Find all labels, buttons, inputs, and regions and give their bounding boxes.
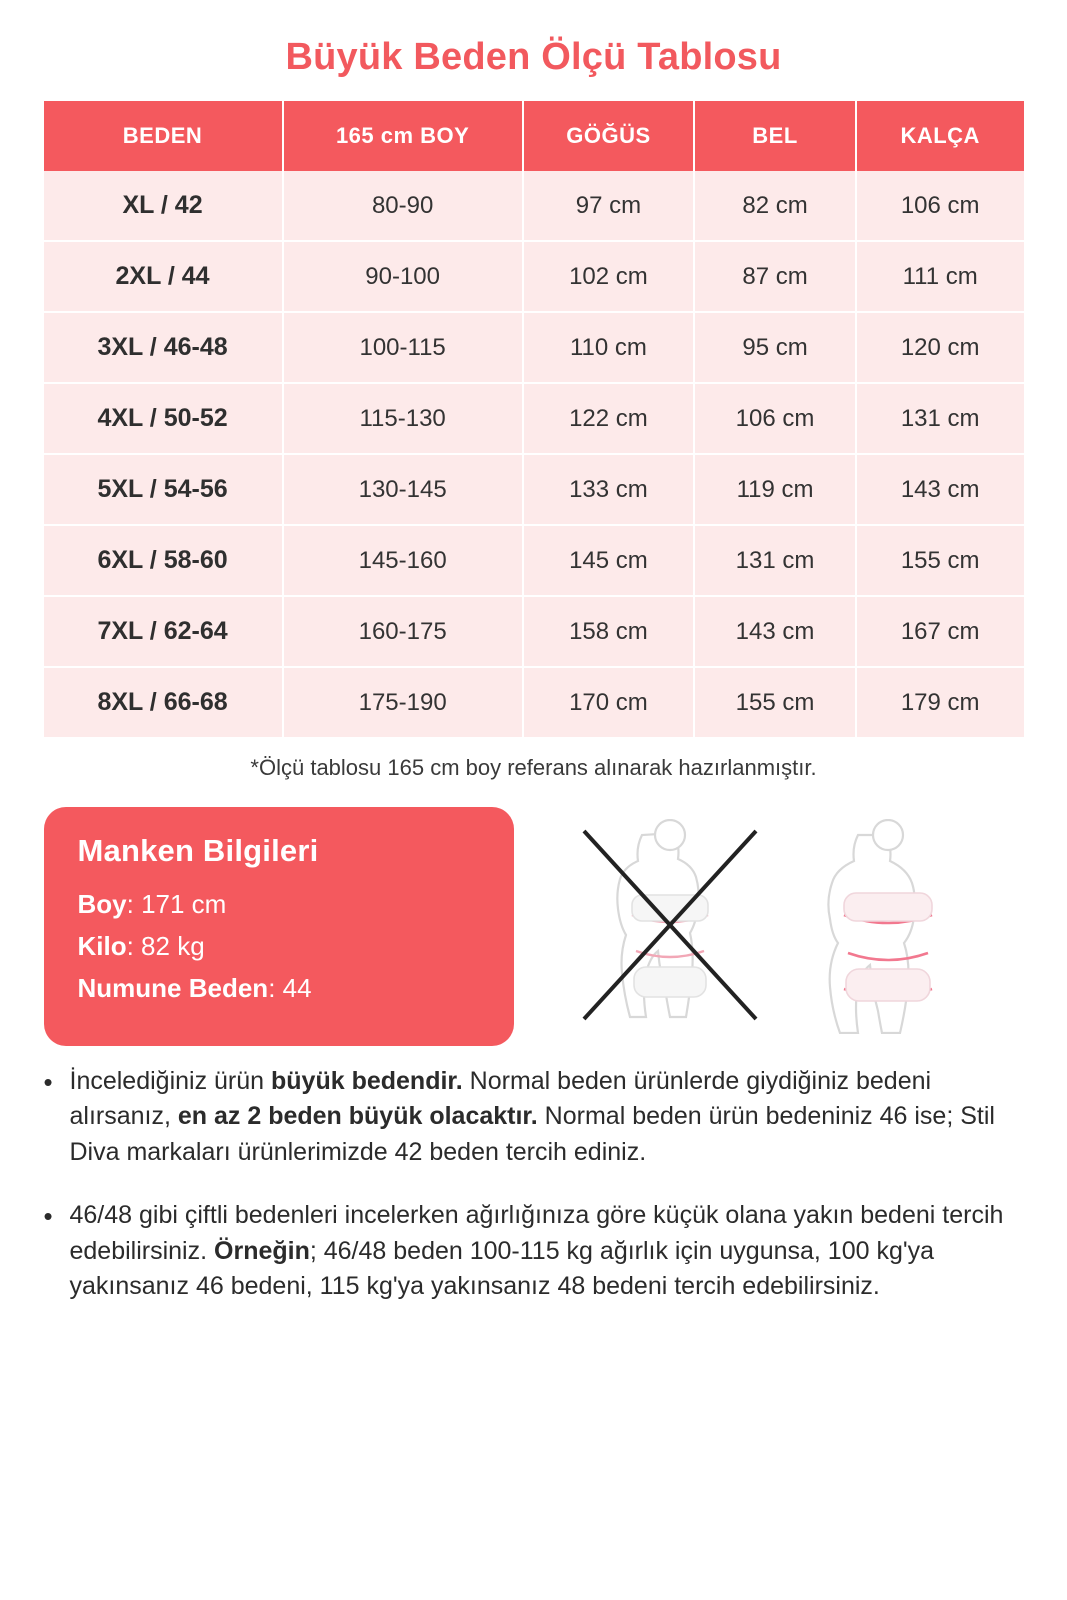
- cell-boy: 175-190: [284, 668, 524, 737]
- note-part: Normal beden ürünlerde giydiğiniz bedeni alırsanız,: [69, 1066, 932, 1131]
- cell-boy: 100-115: [284, 313, 524, 384]
- cell-gogus: 122 cm: [524, 384, 696, 455]
- figures-group: [514, 807, 1024, 1046]
- cell-boy: 160-175: [284, 597, 524, 668]
- cell-bel: 87 cm: [695, 242, 857, 313]
- cell-kalca: 143 cm: [857, 455, 1024, 526]
- model-weight-value: : 82 kg: [126, 931, 205, 962]
- model-sample-size-label: Numune Beden: [77, 973, 269, 1004]
- table-row: [44, 242, 1024, 313]
- cell-beden: 3XL / 46-48: [44, 313, 284, 384]
- note-part-bold: en az 2 beden büyük olacaktır.: [177, 1102, 538, 1131]
- notes-list: [44, 1064, 1024, 1305]
- model-info-section: [44, 807, 1024, 1046]
- bullet-marker: •: [43, 1066, 53, 1097]
- cell-kalca: 167 cm: [857, 597, 1024, 668]
- cell-beden: 2XL / 44: [44, 242, 284, 313]
- model-weight-line: [78, 931, 484, 962]
- cell-boy: 80-90: [284, 171, 524, 242]
- model-sample-size-line: [78, 973, 484, 1004]
- list-item: [44, 1198, 1024, 1305]
- column-header-boy: 165 cm BOY: [284, 101, 524, 171]
- cell-gogus: 97 cm: [524, 171, 696, 242]
- cell-kalca: 155 cm: [857, 526, 1024, 597]
- note-part: ; 46/48 beden 100-115 kg ağırlık için uygunsa, 100 kg'ya yakınsanız 46 bedeni, 115 kg'ya yakınsanız 48 bedeni tercih edebilirsiniz.: [69, 1236, 935, 1301]
- cell-boy: 115-130: [284, 384, 524, 455]
- page-title: Büyük Beden Ölçü Tablosu: [285, 36, 782, 78]
- cell-beden: 5XL / 54-56: [44, 455, 284, 526]
- table-row: [44, 171, 1024, 242]
- correct-measurement-figure: [788, 819, 988, 1034]
- model-sample-size-value: : 44: [268, 973, 312, 1004]
- column-header-gogus: GÖĞÜS: [524, 101, 696, 171]
- cell-kalca: 120 cm: [857, 313, 1024, 384]
- table-header-row: [44, 101, 1024, 171]
- slim-body-icon: [570, 819, 770, 1034]
- column-header-beden: BEDEN: [44, 101, 284, 171]
- curvy-body-icon: [788, 819, 988, 1034]
- note-part: 46/48 gibi çiftli bedenleri incelerken ağırlığınıza göre küçük olana yakın bedeni tercih edebilirsiniz.: [69, 1201, 1004, 1265]
- incorrect-measurement-figure: [570, 819, 770, 1034]
- size-table: [44, 101, 1024, 737]
- note-text-2: [70, 1198, 1024, 1305]
- list-item: [44, 1064, 1024, 1171]
- table-row: [44, 455, 1024, 526]
- table-row: [44, 668, 1024, 737]
- bullet-marker: •: [43, 1201, 53, 1232]
- cell-bel: 106 cm: [695, 384, 857, 455]
- cell-kalca: 111 cm: [857, 242, 1024, 313]
- cell-bel: 95 cm: [695, 313, 857, 384]
- cell-gogus: 145 cm: [524, 526, 696, 597]
- cell-kalca: 131 cm: [857, 384, 1024, 455]
- model-height-label: Boy: [77, 889, 127, 919]
- cell-bel: 143 cm: [695, 597, 857, 668]
- cell-beden: 6XL / 58-60: [44, 526, 284, 597]
- cell-boy: 90-100: [284, 242, 524, 313]
- cell-gogus: 158 cm: [524, 597, 696, 668]
- cell-boy: 145-160: [284, 526, 524, 597]
- column-header-kalca: KALÇA: [857, 101, 1024, 171]
- table-footnote: *Ölçü tablosu 165 cm boy referans alınarak hazırlanmıştır.: [250, 755, 817, 780]
- cell-bel: 155 cm: [695, 668, 857, 737]
- model-height-value: : 171 cm: [126, 889, 227, 919]
- column-header-bel: BEL: [695, 101, 857, 171]
- model-height-line: [78, 889, 484, 920]
- model-info-heading: Manken Bilgileri: [77, 833, 319, 868]
- cell-beden: 8XL / 66-68: [44, 668, 284, 737]
- cell-beden: 7XL / 62-64: [44, 597, 284, 668]
- model-info-card: [44, 807, 514, 1046]
- cell-gogus: 110 cm: [524, 313, 696, 384]
- model-weight-label: Kilo: [77, 931, 127, 962]
- cell-boy: 130-145: [284, 455, 524, 526]
- table-row: [44, 597, 1024, 668]
- cell-beden: XL / 42: [44, 171, 284, 242]
- cell-bel: 119 cm: [695, 455, 857, 526]
- cell-kalca: 179 cm: [857, 668, 1024, 737]
- note-part-bold: Örneğin: [214, 1236, 310, 1265]
- note-part: İncelediğiniz ürün: [69, 1066, 272, 1095]
- cell-gogus: 102 cm: [524, 242, 696, 313]
- cell-beden: 4XL / 50-52: [44, 384, 284, 455]
- cell-bel: 82 cm: [695, 171, 857, 242]
- note-text-1: [70, 1064, 1024, 1171]
- table-row: [44, 526, 1024, 597]
- cell-kalca: 106 cm: [857, 171, 1024, 242]
- note-part: Normal beden ürün bedeniniz 46 ise; Stil Diva markaları ürünlerimizde 42 beden tercih ediniz.: [69, 1102, 995, 1166]
- cell-gogus: 133 cm: [524, 455, 696, 526]
- table-row: [44, 313, 1024, 384]
- cell-gogus: 170 cm: [524, 668, 696, 737]
- note-part-bold: büyük bedendir.: [271, 1066, 463, 1095]
- table-row: [44, 384, 1024, 455]
- cell-bel: 131 cm: [695, 526, 857, 597]
